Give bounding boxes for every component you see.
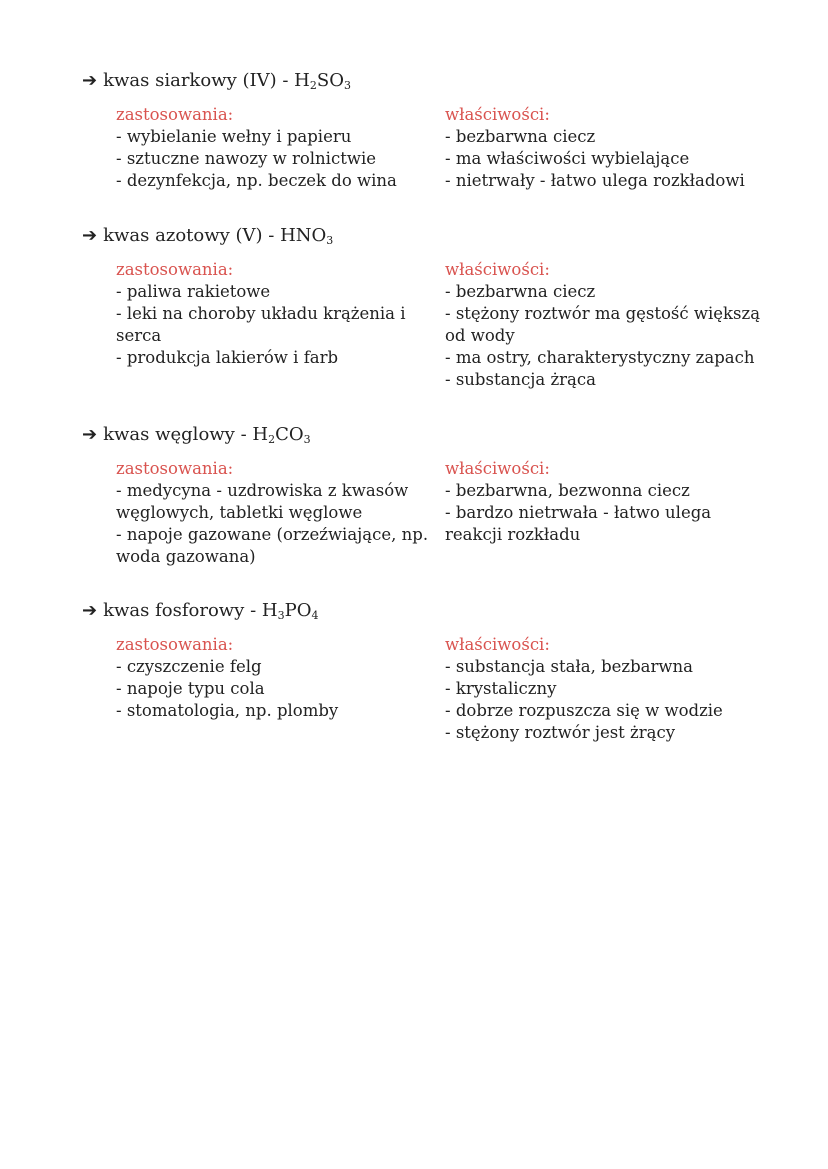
props-column [445, 104, 765, 192]
list-item: - substancja żrąca [445, 370, 596, 389]
list-item: - ma właściwości wybielające [445, 149, 690, 168]
list-item: - leki na choroby układu krążenia i serca [116, 304, 406, 345]
props-label: właściwości: [445, 260, 550, 279]
list-item: - dezynfekcja, np. beczek do wina [116, 171, 397, 190]
props-label: właściwości: [445, 635, 550, 654]
props-column [445, 458, 765, 546]
list-item: - napoje typu cola [116, 679, 265, 698]
list-item: - stomatologia, np. plomby [116, 701, 339, 720]
list-item: - paliwa rakietowe [116, 282, 271, 301]
list-item: - substancja stała, bezbarwna [445, 657, 693, 676]
uses-label: zastosowania: [116, 635, 234, 654]
section-heading: ➔ kwas fosforowy - $H_3PO_4$ [82, 600, 319, 622]
props-label: właściwości: [445, 105, 550, 124]
list-item: - bardzo nietrwała - łatwo ulega reakcji rozkładu [445, 503, 712, 544]
list-item: - bezbarwna, bezwonna ciecz [445, 481, 690, 500]
props-label: właściwości: [445, 459, 550, 478]
uses-label: zastosowania: [116, 260, 234, 279]
arrow-icon: ➔ [82, 424, 98, 445]
uses-label: zastosowania: [116, 105, 234, 124]
arrow-icon: ➔ [82, 600, 98, 621]
uses-column [116, 458, 432, 568]
uses-label: zastosowania: [116, 459, 234, 478]
list-item: - dobrze rozpuszcza się w wodzie [445, 701, 723, 720]
props-column [445, 259, 765, 391]
list-item: - wybielanie wełny i papieru [116, 127, 352, 146]
section-heading: ➔ kwas siarkowy $(IV) - H_2SO_3$ [82, 70, 351, 92]
uses-column [116, 634, 432, 722]
list-item: - produkcja lakierów i farb [116, 348, 339, 367]
list-item: - stężony roztwór jest żrący [445, 723, 676, 742]
uses-column [116, 259, 432, 369]
list-item: - bezbarwna ciecz [445, 127, 596, 146]
list-item: - napoje gazowane (orzeźwiające, np. woda gazowana) [116, 525, 429, 566]
arrow-icon: ➔ [82, 225, 98, 246]
arrow-icon: ➔ [82, 70, 98, 91]
uses-column [116, 104, 432, 192]
list-item: - krystaliczny [445, 679, 557, 698]
list-item: - bezbarwna ciecz [445, 282, 596, 301]
list-item: - stężony roztwór ma gęstość większą od wody [445, 304, 761, 345]
list-item: - sztuczne nawozy w rolnictwie [116, 149, 376, 168]
list-item: - ma ostry, charakterystyczny zapach [445, 348, 755, 367]
list-item: - czyszczenie felg [116, 657, 262, 676]
list-item: - medycyna - uzdrowiska z kwasów węglowych, tabletki węglowe [116, 481, 409, 522]
list-item: - nietrwały - łatwo ulega rozkładowi [445, 171, 745, 190]
section-heading: ➔ kwas węglowy - $H_2CO_3$ [82, 424, 311, 446]
section-heading: ➔ kwas azotowy $(V) - HNO_3$ [82, 225, 334, 247]
props-column [445, 634, 765, 744]
